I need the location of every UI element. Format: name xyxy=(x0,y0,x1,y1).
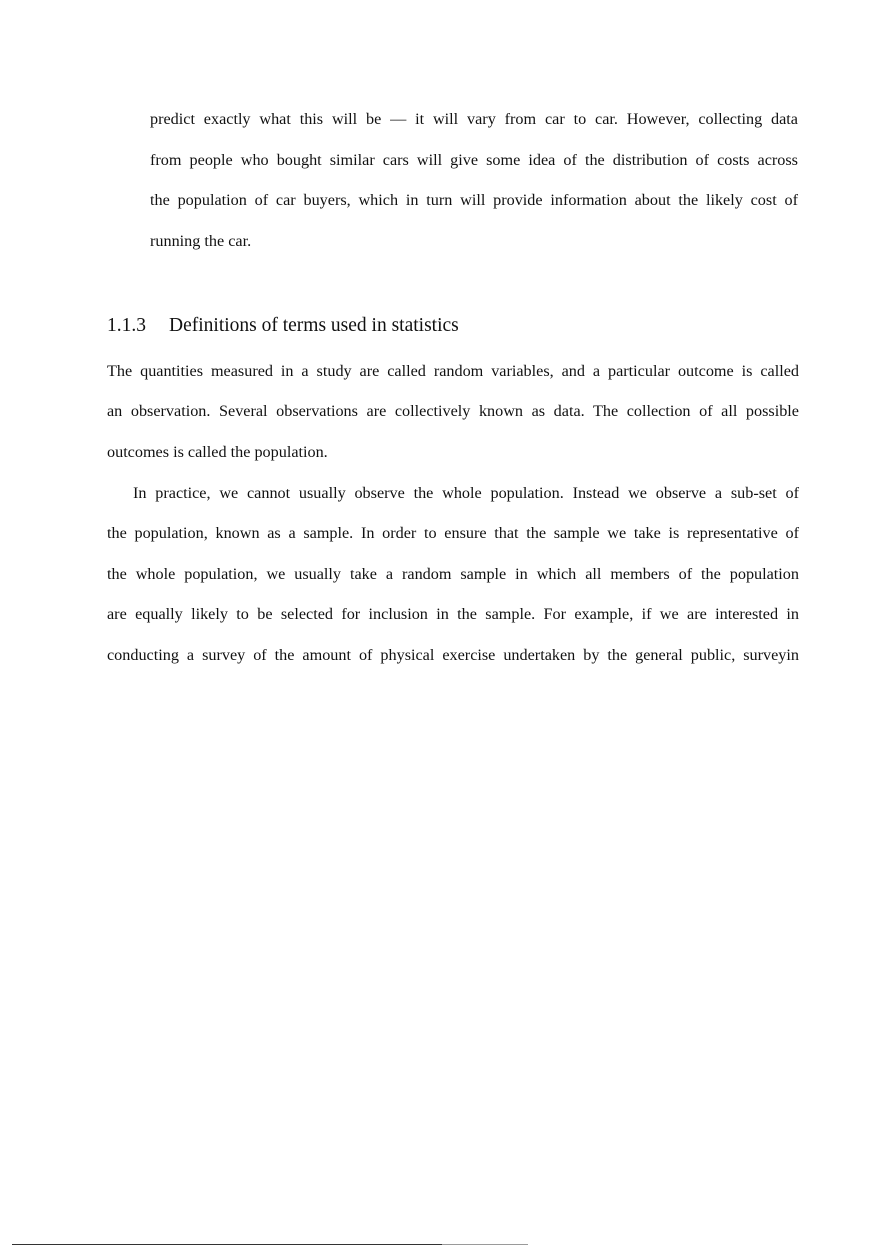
section-heading xyxy=(107,314,459,338)
section-title: Definitions of terms used in statistics xyxy=(169,315,459,336)
footer-rule-faint xyxy=(442,1244,528,1245)
para2-line-1: In practice, we cannot usually observe the whole population. Instead we observe a sub-set of xyxy=(133,484,799,502)
para2-line-3: the whole population, we usually take a random sample in which all members of the population xyxy=(107,565,799,583)
para1-line-2: an observation. Several observations are collectively known as data. The collection of all possible xyxy=(107,402,799,420)
para1-line-1: The quantities measured in a study are called random variables, and a particular outcome is called xyxy=(107,362,799,380)
continuation-line-1: predict exactly what this will be — it will vary from car to car. However, collecting data xyxy=(150,110,798,128)
footer-rule xyxy=(12,1244,442,1245)
para2-line-2: the population, known as a sample. In order to ensure that the sample we take is representative of xyxy=(107,524,799,542)
para2-line-5: conducting a survey of the amount of physical exercise undertaken by the general public, surveyin xyxy=(107,646,799,664)
para2-line-4: are equally likely to be selected for inclusion in the sample. For example, if we are interested in xyxy=(107,605,799,623)
continuation-line-4: running the car. xyxy=(150,232,252,250)
continuation-line-2: from people who bought similar cars will give some idea of the distribution of costs across xyxy=(150,151,798,169)
para1-line-3: outcomes is called the population. xyxy=(107,443,328,461)
continuation-line-3: the population of car buyers, which in turn will provide information about the likely cost of xyxy=(150,191,798,209)
section-number: 1.1.3 xyxy=(107,315,146,336)
